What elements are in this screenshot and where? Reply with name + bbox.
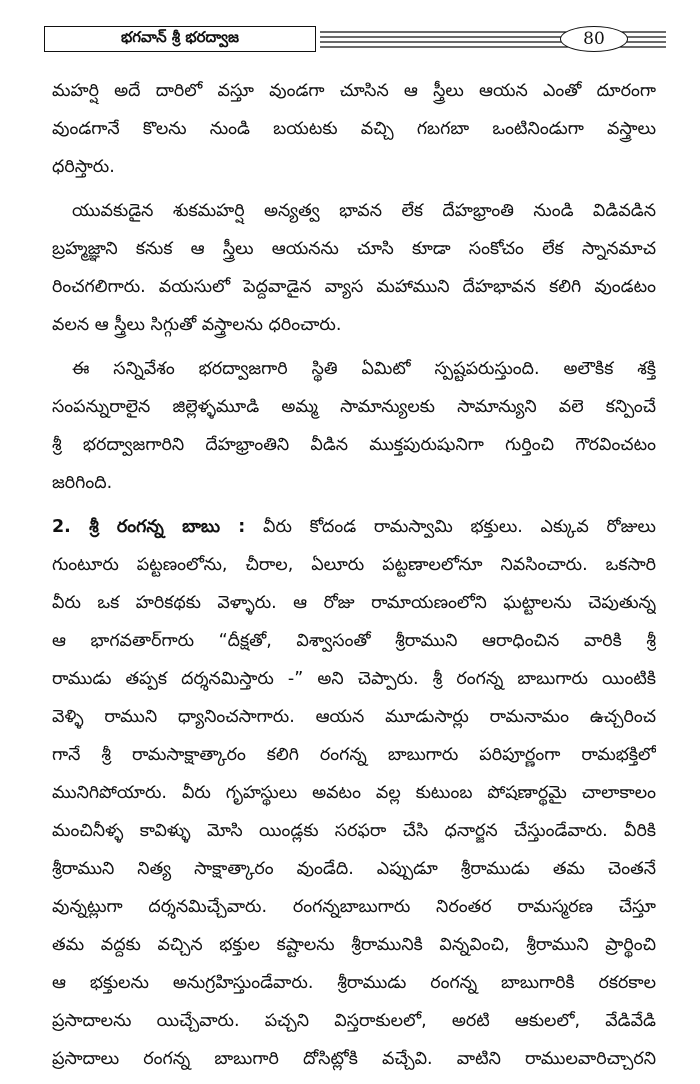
text-line: వలన ఆ స్త్రీలు సిగ్గుతో వస్త్రాలను ధరించారు. [52,315,342,335]
text-line: వెళ్ళి రాముని ధ్యానించసాగారు. ఆయన మూడుసార్లు రామనామం ఉచ్చరించ [52,707,656,727]
text-line: మునిగిపోయారు. వీరు గృహస్థులు అవటం వల్ల కుటుంబ పోషణార్థమై చాలాకాలం [52,783,656,803]
text-line: రాముడు తప్పక దర్శనమిస్తారు -” అని చెప్పారు. శ్రీ రంగన్న బాబుగారు యింటికి [52,669,656,689]
text-line: జరిగింది. [52,473,113,493]
text-line [52,508,656,546]
text-line: యువకుడైన శుకమహర్షి అన్యత్వ భావన లేక దేహభ్రాంతి నుండి విడివడిన [72,201,656,221]
paragraph-4 [52,508,656,1078]
text-line: వీరు ఒక హరికథకు వెళ్ళారు. ఆ రోజు రామాయణంలోని ఘట్టాలను చెపుతున్న [52,593,656,613]
text-line: మహర్షి అదే దారిలో వస్తూ వుండగా చూసిన ఆ స్త్రీలు ఆయన ఎంతో దూరంగా [52,81,656,101]
text-line: సంపన్నురాలైన జిల్లెళ్ళమూడి అమ్మ సామాన్యులకు సామాన్యుని వలె కన్పించే [52,397,656,417]
text-line: ప్రసాదాలు రంగన్న బాబుగారి దోసిట్లోకి వచ్చేవి. వాటిని రాములవారిచ్చారని [52,1049,656,1069]
text-line: శ్రీ భరద్వాజగారిని దేహభ్రాంతిని వీడిన ముక్తపురుషునిగా గుర్తించి గౌరవించటం [52,435,656,455]
header-title: భగవాన్ శ్రీ భరద్వాజ [44,26,316,52]
text-line: వున్నట్లుగా దర్శనమిచ్చేవారు. రంగన్నబాబుగారు నిరంతర రామస్మరణ చేస్తూ [52,897,656,917]
page-body [52,72,656,1084]
text-line: మంచినీళ్ళ కావిళ్ళు మోసి యిండ్లకు సరఫరా చేసి ధనార్జన చేస్తుండేవారు. వీరికి [52,821,656,841]
text-line: ధరిస్తారు. [52,157,115,177]
section-heading: 2. శ్రీ రంగన్న బాబు : [52,517,246,537]
text-line: ఈ సన్నివేశం భరద్వాజగారి స్థితి ఏమిటో స్పష్టపరుస్తుంది. అలౌకిక శక్తి [72,359,656,379]
paragraph-1 [52,72,656,186]
paragraph-3 [52,350,656,502]
text-line: గానే శ్రీ రామసాక్షాత్కారం కలిగి రంగన్న బాబుగారు పరిపూర్ణంగా రామభక్తిలో [52,745,656,765]
text-line: శ్రీరాముని నిత్య సాక్షాత్కారం వుండేది. ఎప్పుడూ శ్రీరాముడు తమ చెంతనే [52,859,656,879]
heading-line-rest: వీరు కోదండ రామస్వామి భక్తులు. ఎక్కువ రోజులు [245,517,656,537]
text-line: రించగలిగారు. వయసులో పెద్దవాడైన వ్యాస మహాముని దేహభావన కలిగి వుండటం [52,277,656,297]
text-line: బ్రహ్మజ్ఞాని కనుక ఆ స్త్రీలు ఆయనను చూసి కూడా సంకోచం లేక స్నానమాచ [52,239,656,259]
text-line: ఆ భాగవతార్‌గారు “దీక్షతో, విశ్వాసంతో శ్రీరాముని ఆరాధించిన వారికి శ్రీ [52,631,656,651]
text-line: ప్రసాదాలను యిచ్చేవారు. పచ్చని విస్తరాకులలో, అరటి ఆకులలో, వేడివేడి [52,1011,656,1031]
page-number: 80 [560,26,628,52]
text-line: వుండగానే కొలను నుండి బయటకు వచ్చి గబగబా ఒంటినిండుగా వస్త్రాలు [52,119,656,139]
text-line: గుంటూరు పట్టణంలోను, చీరాల, ఏలూరు పట్టణాలలోనూ నివసించారు. ఒకసారి [52,555,656,575]
text-line: తమ వద్దకు వచ్చిన భక్తుల కష్టాలను శ్రీరామునికి విన్నవించి, శ్రీరాముని ప్రార్థించి [52,935,656,955]
running-header [44,26,666,54]
paragraph-2 [52,192,656,344]
text-line: ఆ భక్తులను అనుగ్రహిస్తుండేవారు. శ్రీరాముడు రంగన్న బాబుగారికి రకరకాల [52,973,656,993]
